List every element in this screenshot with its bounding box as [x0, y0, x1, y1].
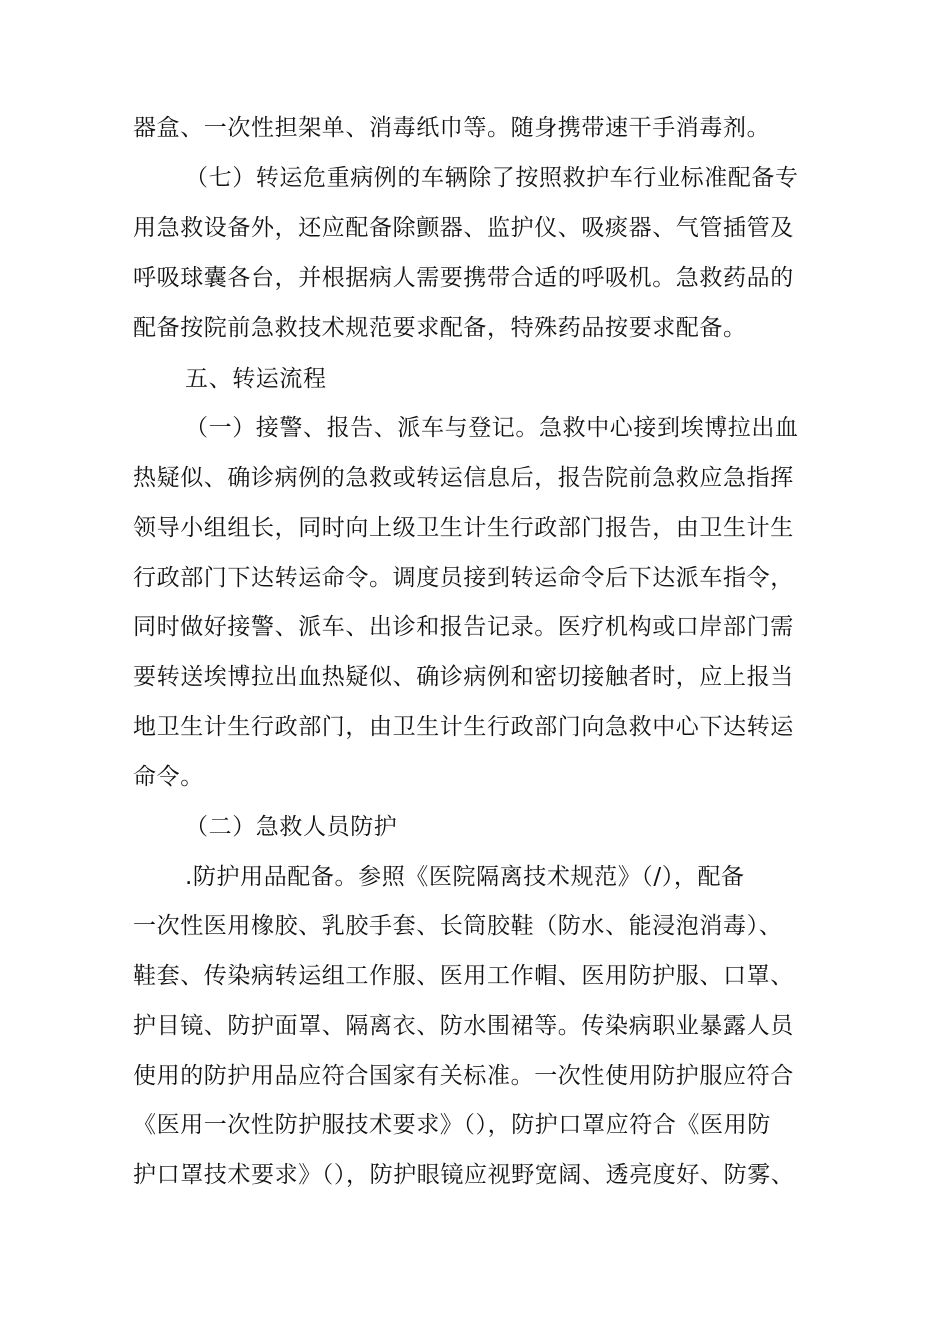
subsection-heading [0, 807, 950, 847]
paragraph-line [0, 956, 950, 996]
line-text: 要转送埃博拉出血热疑似、确诊病例和密切接触者时，应上报当 [133, 664, 794, 690]
line-text: 同时做好接警、派车、出诊和报告记录。医疗机构或口岸部门需 [133, 614, 794, 640]
line-text: 使用的防护用品应符合国家有关标准。一次性使用防护服应符合 [133, 1063, 794, 1089]
section-heading [0, 359, 950, 399]
paragraph-line [0, 408, 950, 448]
paragraph-line [0, 1056, 950, 1096]
paragraph-line [0, 1155, 950, 1195]
line-text: 用急救设备外，还应配备除颤器、监护仪、吸痰器、气管插管及 [133, 215, 794, 241]
paragraph-line [0, 657, 950, 697]
line-text: 器盒、一次性担架单、消毒纸巾等。随身携带速干手消毒剂。 [133, 115, 771, 141]
line-text: 行政部门下达转运命令。调度员接到转运命令后下达派车指令， [133, 565, 794, 591]
paragraph-line [0, 158, 950, 198]
line-text: 配备按院前急救技术规范要求配备，特殊药品按要求配备。 [133, 315, 747, 341]
line-text: .防护用品配备。参照《医院隔离技术规范》（/），配备 [185, 864, 745, 890]
paragraph-line [0, 857, 950, 897]
line-text: 领导小组组长，同时向上级卫生计生行政部门报告，由卫生计生 [133, 515, 794, 541]
paragraph-line [0, 1006, 950, 1046]
line-text: 命令。 [133, 764, 204, 790]
paragraph-line [0, 607, 950, 647]
paragraph-line [0, 308, 950, 348]
line-text: 护口罩技术要求》（），防护眼镜应视野宽阔、透亮度好、防雾、 [133, 1162, 795, 1188]
line-text: 护目镜、防护面罩、隔离衣、防水围裙等。传染病职业暴露人员 [133, 1013, 794, 1039]
paragraph-line [0, 906, 950, 946]
paragraph-line [0, 458, 950, 498]
line-text: 呼吸球囊各台，并根据病人需要携带合适的呼吸机。急救药品的 [133, 265, 794, 291]
paragraph-line [0, 258, 950, 298]
paragraph-line [0, 558, 950, 598]
line-text: 一次性医用橡胶、乳胶手套、长筒胶鞋（防水、能浸泡消毒）、 [133, 913, 783, 939]
paragraph-line [0, 707, 950, 747]
line-text: 鞋套、传染病转运组工作服、医用工作帽、医用防护服、口罩、 [133, 963, 794, 989]
paragraph-line [0, 1105, 950, 1145]
paragraph-line [0, 508, 950, 548]
line-text: 《医用一次性防护服技术要求》（），防护口罩应符合《医用防 [133, 1112, 771, 1138]
line-text: （一）接警、报告、派车与登记。急救中心接到埃博拉出血 [185, 415, 799, 441]
heading-text: （二）急救人员防护 [185, 814, 398, 840]
paragraph-line [0, 208, 950, 248]
line-text: （七）转运危重病例的车辆除了按照救护车行业标准配备专 [185, 165, 799, 191]
paragraph-line [0, 108, 950, 148]
line-text: 地卫生计生行政部门，由卫生计生行政部门向急救中心下达转运 [133, 714, 794, 740]
heading-text: 五、转运流程 [185, 366, 327, 392]
line-text: 热疑似、确诊病例的急救或转运信息后，报告院前急救应急指挥 [133, 465, 794, 491]
paragraph-line [0, 757, 950, 797]
